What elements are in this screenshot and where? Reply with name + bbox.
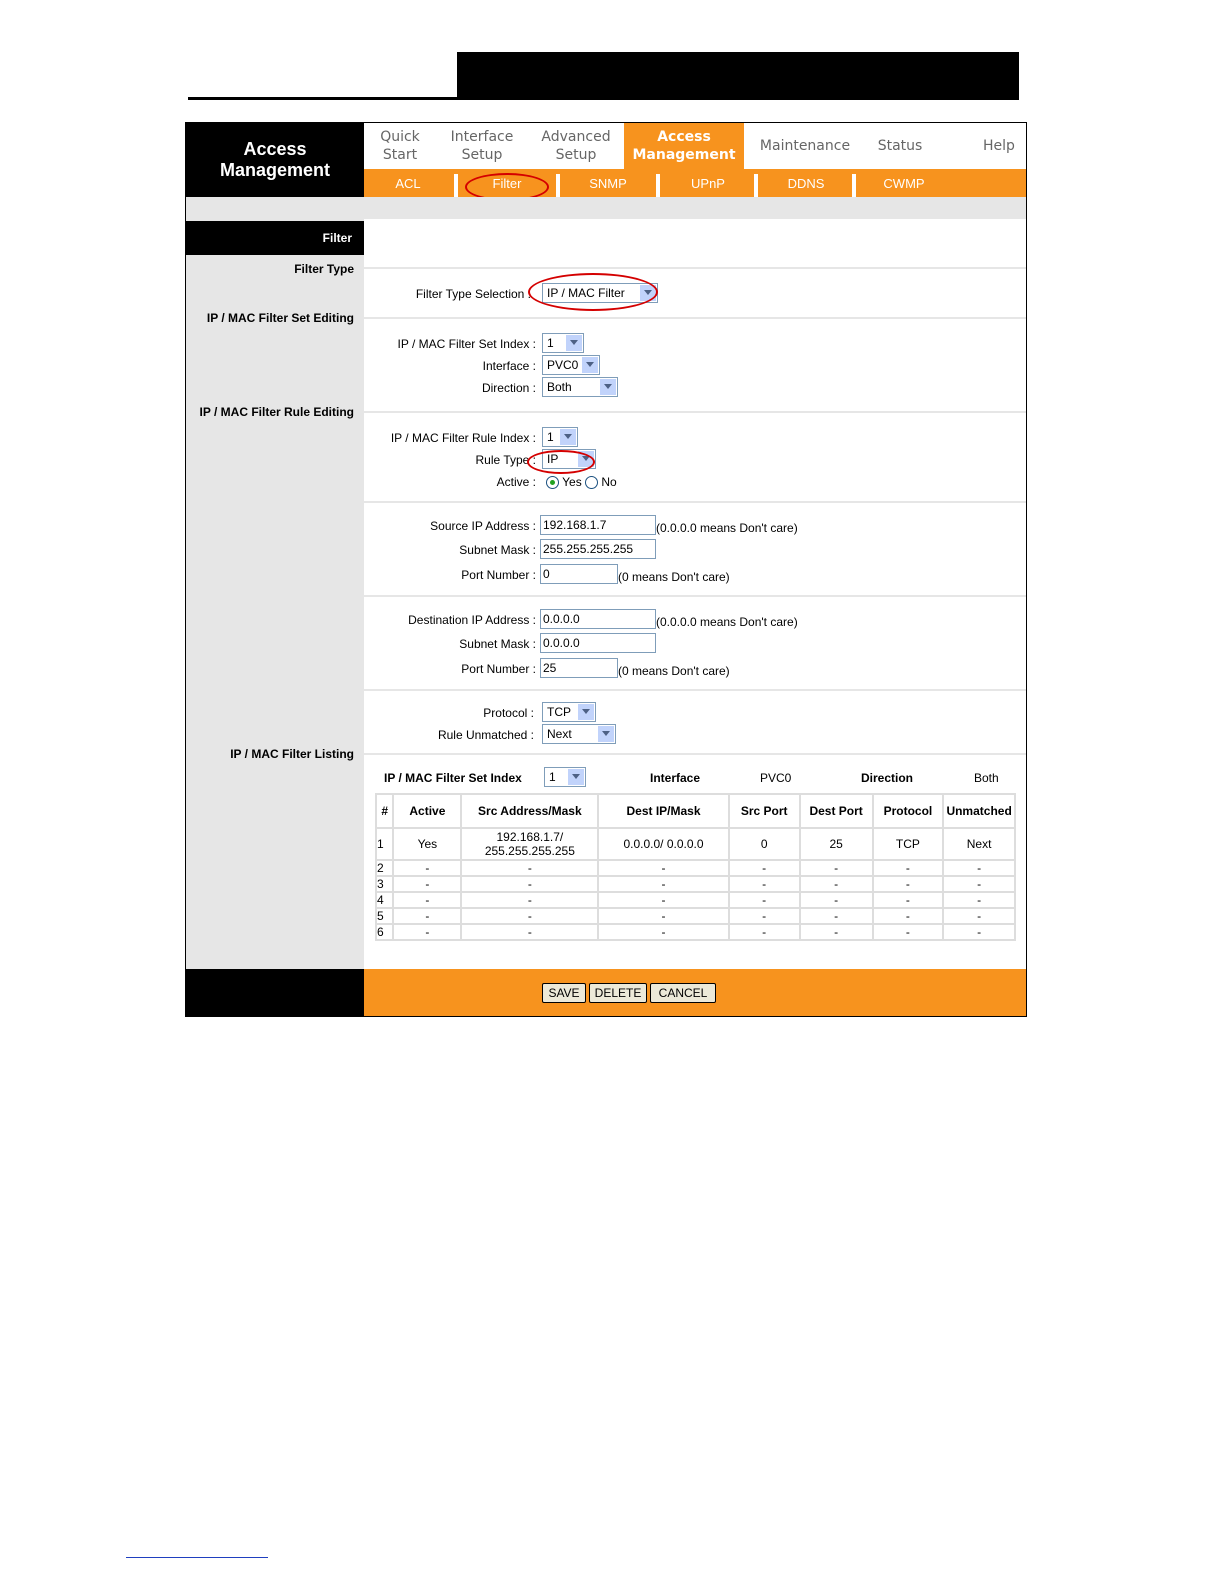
save-button[interactable]: SAVE [542,983,586,1003]
table-cell: - [873,892,944,908]
table-row [376,924,1015,940]
table-cell: - [461,860,598,876]
table-cell: TCP [873,828,944,860]
direction-label: Direction : [481,381,536,395]
table-cell: - [873,860,944,876]
table-header-row [376,794,1015,828]
table-cell: 0.0.0.0/ 0.0.0.0 [598,828,728,860]
source-ip-input[interactable]: 192.168.1.7 [540,515,656,535]
row-divider [364,411,1026,413]
left-panel [186,219,364,969]
router-config-window [185,122,1027,1017]
listing-direction-value: Both [974,771,999,785]
main-nav [364,123,1026,169]
delete-button[interactable]: DELETE [589,983,647,1003]
rule-type-select[interactable]: IP [542,449,596,469]
table-cell: - [598,908,728,924]
dropdown-arrow-icon [577,704,594,720]
filter-type-select[interactable]: IP / MAC Filter [542,283,658,303]
row-divider [364,267,1026,269]
active-label: Active : [496,475,536,489]
active-yes-radio[interactable] [546,476,559,489]
source-mask-input[interactable]: 255.255.255.255 [540,539,656,559]
table-cell: - [800,860,873,876]
nav-quick-start[interactable]: Quick Start [380,129,420,163]
table-cell: 1 [376,828,393,860]
label-filter-listing: IP / MAC Filter Listing [230,747,354,761]
listing-direction-label: Direction [861,771,914,785]
row-divider [364,501,1026,503]
table-cell: - [729,908,800,924]
table-cell: - [729,876,800,892]
sub-nav [364,169,1026,197]
col-header: Dest Port [800,794,873,828]
section-header-filter: Filter [186,221,364,255]
dropdown-arrow-icon [567,769,584,785]
table-cell: - [729,892,800,908]
col-header: Unmatched [943,794,1015,828]
source-port-label: Port Number : [461,568,536,582]
table-cell: - [800,892,873,908]
table-cell: - [729,924,800,940]
row-divider [364,689,1026,691]
row-divider [364,753,1026,755]
col-header: Protocol [873,794,944,828]
source-port-input[interactable]: 0 [540,564,618,584]
subnav-upnp[interactable]: UPnP [691,175,725,191]
table-row [376,908,1015,924]
document-header-bar [457,52,1019,100]
label-filter-type: Filter Type [294,262,354,276]
table-cell: - [393,860,461,876]
table-cell: - [943,876,1015,892]
protocol-label: Protocol : [483,706,534,720]
table-cell: - [461,876,598,892]
rule-index-select[interactable]: 1 [542,427,578,447]
gray-strip [186,197,1026,219]
table-cell: - [800,876,873,892]
source-ip-label: Source IP Address : [430,519,536,533]
active-radio-group [546,475,617,489]
footer-left [186,969,364,1016]
dest-ip-label: Destination IP Address : [408,613,536,627]
table-cell: - [873,908,944,924]
dropdown-arrow-icon [597,726,614,742]
rule-index-label: IP / MAC Filter Rule Index : [390,431,536,445]
nav-advanced-setup[interactable]: Advanced Setup [541,129,611,163]
brand-line-2: Management [219,160,331,180]
nav-status[interactable]: Status [877,138,923,154]
set-index-label: IP / MAC Filter Set Index : [397,337,536,351]
source-mask-label: Subnet Mask : [459,543,536,557]
table-cell: - [943,892,1015,908]
row-divider [364,317,1026,319]
active-no-radio[interactable] [585,476,598,489]
col-header: Src Port [729,794,800,828]
table-cell: - [393,876,461,892]
annotation-ring-rule-type [527,450,595,474]
col-header: Dest IP/Mask [598,794,728,828]
table-cell: - [800,908,873,924]
brand-line-1: Access [243,139,307,159]
table-row [376,860,1015,876]
row-divider [364,595,1026,597]
subnav-snmp[interactable]: SNMP [589,175,627,191]
dest-mask-input[interactable]: 0.0.0.0 [540,633,656,653]
set-index-select[interactable]: 1 [542,333,584,353]
table-cell: 0 [729,828,800,860]
table-cell: - [461,892,598,908]
table-cell: Yes [393,828,461,860]
dest-port-input[interactable]: 25 [540,658,618,678]
dest-port-label: Port Number : [461,662,536,676]
active-yes-label: Yes [562,475,582,489]
table-cell: 2 [376,860,393,876]
dropdown-arrow-icon [599,379,616,395]
protocol-select[interactable]: TCP [542,702,596,722]
source-ip-note: (0.0.0.0 means Don't care) [656,521,798,535]
dropdown-arrow-icon [559,429,576,445]
col-header: Src Address/Mask [461,794,598,828]
table-cell: 5 [376,908,393,924]
active-no-label: No [601,475,617,489]
listing-set-index-select[interactable]: 1 [544,767,586,787]
label-rule-editing: IP / MAC Filter Rule Editing [199,405,354,419]
table-body [376,828,1015,940]
interface-label: Interface : [482,359,536,373]
filter-type-label: Filter Type Selection : [415,287,531,301]
table-cell: - [729,860,800,876]
table-cell: - [393,892,461,908]
subnav-acl[interactable]: ACL [395,175,421,191]
nav-help[interactable]: Help [983,138,1015,154]
col-header: Active [393,794,461,828]
table-cell: 6 [376,924,393,940]
source-port-note: (0 means Don't care) [618,570,730,584]
table-cell: Next [943,828,1015,860]
annotation-ring-filter-type [528,273,658,311]
dest-ip-note: (0.0.0.0 means Don't care) [656,615,798,629]
dest-ip-input[interactable]: 0.0.0.0 [540,609,656,629]
table-cell: 25 [800,828,873,860]
dropdown-arrow-icon [581,357,598,373]
direction-select[interactable]: Both [542,377,618,397]
table-cell: - [598,860,728,876]
dropdown-arrow-icon [565,335,582,351]
section-brand [186,123,364,197]
table-cell: - [873,924,944,940]
listing-interface-label: Interface [650,771,701,785]
rule-unmatched-select[interactable]: Next [542,724,616,744]
table-cell: - [800,924,873,940]
table-cell: - [598,876,728,892]
listing-interface-value: PVC0 [760,771,792,785]
rule-type-label: Rule Type : [475,453,536,467]
subnav-ddns[interactable]: DDNS [787,175,825,191]
subnav-cwmp[interactable]: CWMP [883,175,925,191]
nav-interface-setup[interactable]: Interface Setup [450,129,514,163]
document-footer-rule [126,1557,268,1558]
cancel-button[interactable]: CANCEL [650,983,716,1003]
dest-port-note: (0 means Don't care) [618,664,730,678]
nav-access-management[interactable]: Access Management [624,123,744,169]
table-cell: - [873,876,944,892]
nav-maintenance[interactable]: Maintenance [759,138,851,154]
table-row [376,892,1015,908]
dest-mask-label: Subnet Mask : [459,637,536,651]
table-row [376,828,1015,860]
table-cell: - [393,924,461,940]
label-set-editing: IP / MAC Filter Set Editing [206,311,354,325]
table-cell: - [461,924,598,940]
table-cell: 3 [376,876,393,892]
table-cell: 192.168.1.7/ 255.255.255.255 [461,828,598,860]
table-cell: - [943,860,1015,876]
table-cell: - [461,908,598,924]
col-header: # [376,794,393,828]
table-cell: - [393,908,461,924]
table-cell: 4 [376,892,393,908]
table-cell: - [598,924,728,940]
rule-unmatched-label: Rule Unmatched : [437,728,534,742]
table-cell: - [943,908,1015,924]
subnav-filter[interactable]: Filter [492,175,522,191]
filter-listing-table [375,793,1016,941]
interface-select[interactable]: PVC0 [542,355,600,375]
listing-set-index-label: IP / MAC Filter Set Index [384,771,522,785]
table-cell: - [943,924,1015,940]
table-cell: - [598,892,728,908]
document-header-rule [188,97,458,100]
table-row [376,876,1015,892]
